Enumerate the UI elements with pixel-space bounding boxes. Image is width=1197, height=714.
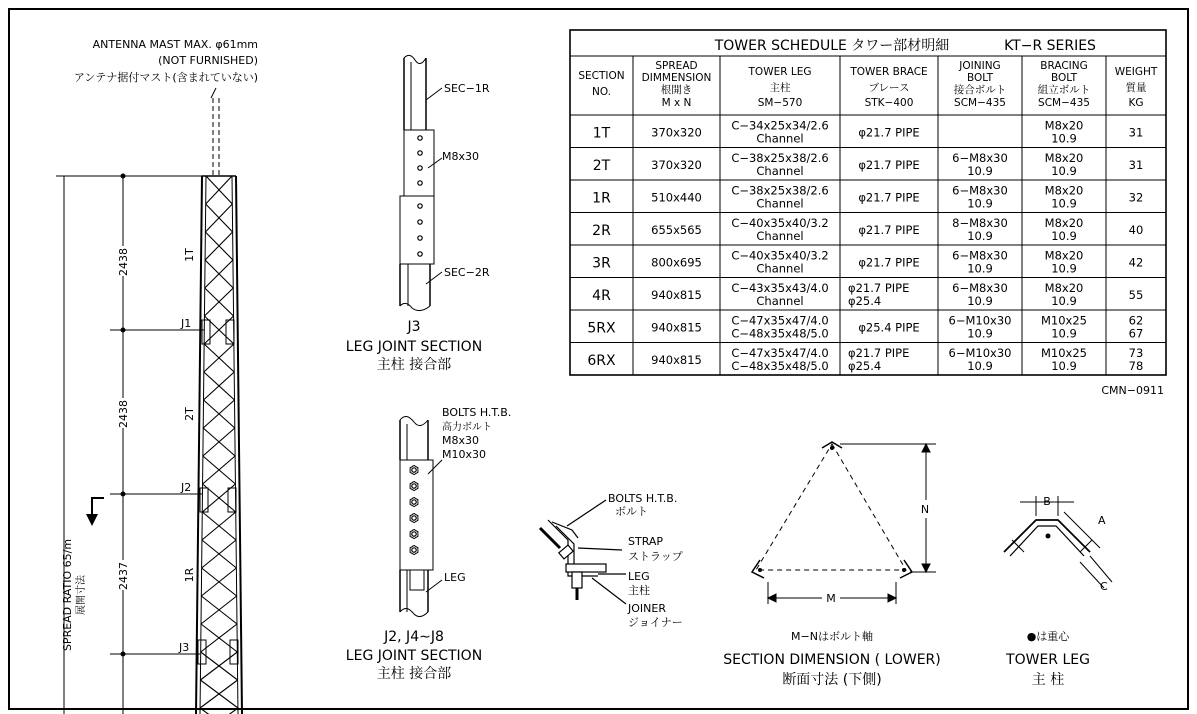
schedule-spread: 370x320	[651, 125, 702, 140]
schedule-tower-leg-2: Channel	[756, 228, 804, 243]
tower-leg-section-drawing	[1004, 496, 1112, 588]
mast-leader	[211, 88, 216, 98]
section-triangle-drawing	[752, 442, 936, 604]
dim-2438-a: 2438	[117, 248, 130, 276]
section-dim-caption-2: 断面寸法 (下側)	[782, 672, 882, 688]
schedule-joining-bolt-2: 10.9	[967, 358, 993, 373]
schedule-tower-leg-2: C−48x35x48/5.0	[731, 358, 829, 373]
drawing-number: CMN−0911	[1101, 384, 1164, 397]
joint-label-j2: J2	[181, 481, 192, 494]
schedule-brace: φ21.7 PIPE	[858, 222, 920, 237]
j2-bolt-2: M10x30	[442, 448, 486, 461]
schedule-bracing-bolt-2: 10.9	[1051, 293, 1077, 308]
triangle-bolt-top	[830, 446, 834, 450]
schedule-header-col3-line0: TOWER BRACE	[850, 66, 928, 78]
schedule-weight-1: 62	[1128, 313, 1144, 328]
schedule-section-no: 3R	[592, 255, 611, 272]
schedule-brace-2: φ25.4	[848, 358, 882, 373]
j2-bolts	[410, 466, 418, 555]
schedule-bracing-bolt-1: M8x20	[1044, 150, 1084, 165]
schedule-bracing-bolt-1: M10x25	[1041, 345, 1087, 360]
schedule-section-no: 6RX	[587, 352, 616, 369]
schedule-section-no: 1R	[592, 190, 611, 207]
schedule-series: KT−R SERIES	[1004, 38, 1096, 54]
section-dim-caption-1: SECTION DIMENSION ( LOWER)	[723, 652, 941, 668]
strap-leg-label: LEG	[628, 570, 650, 583]
strap-jp: ストラップ	[628, 550, 683, 563]
schedule-spread: 510x440	[651, 190, 702, 205]
schedule-brace: φ21.7 PIPE	[858, 190, 920, 205]
schedule-joining-bolt-1: 6−M8x30	[952, 183, 1008, 198]
schedule-brace: φ25.4 PIPE	[858, 320, 920, 335]
section-label-1r: 1R	[183, 567, 196, 583]
dim-2437: 2437	[117, 562, 130, 590]
schedule-header-col2-line0: TOWER LEG	[748, 66, 812, 78]
joint-label-j1: J1	[181, 317, 192, 330]
j2-bolts-label: BOLTS H.T.B.	[442, 406, 512, 419]
centroid-dot	[1046, 534, 1051, 539]
schedule-joining-bolt-1: 6−M8x30	[952, 150, 1008, 165]
triangle-bolt-right	[902, 568, 906, 572]
tower-elevation	[196, 176, 242, 714]
tower-leg-caption-1: TOWER LEG	[1006, 652, 1090, 668]
section-arrow-icon	[86, 498, 104, 526]
schedule-spread: 655x565	[651, 222, 702, 237]
schedule-joining-bolt-2: 10.9	[967, 261, 993, 276]
schedule-section-no: 5RX	[587, 320, 616, 337]
schedule-brace: φ21.7 PIPE	[858, 125, 920, 140]
schedule-joining-bolt-2: 10.9	[967, 326, 993, 341]
leg-dim-c: C	[1100, 580, 1108, 593]
schedule-bracing-bolt-1: M8x20	[1044, 280, 1084, 295]
j2-caption-3: 主柱 接合部	[376, 666, 452, 682]
schedule-title: TOWER SCHEDULE タワー部材明細	[714, 38, 950, 54]
schedule-tower-leg-2: C−48x35x48/5.0	[731, 326, 829, 341]
schedule-weight: 31	[1128, 125, 1144, 140]
j3-bolt-size: M8x30	[442, 150, 479, 163]
dim-n-label: N	[920, 503, 930, 516]
schedule-spread: 940x815	[651, 352, 702, 367]
j3-caption-3: 主柱 接合部	[376, 357, 452, 373]
j3-caption-1: J3	[407, 319, 421, 335]
schedule-weight-1: 73	[1128, 345, 1144, 360]
j3-caption-2: LEG JOINT SECTION	[345, 339, 483, 355]
schedule-header-col1-line3: M x N	[661, 97, 692, 109]
schedule-weight: 42	[1128, 255, 1144, 270]
schedule-joining-bolt-1: 8−M8x30	[952, 215, 1008, 230]
strap-leg-jp: 主柱	[628, 584, 650, 597]
j3-joint-drawing	[400, 55, 442, 310]
schedule-brace-2: φ25.4	[848, 293, 882, 308]
schedule-spread: 940x815	[651, 320, 702, 335]
schedule-joining-bolt-2: 10.9	[967, 228, 993, 243]
tower-leg-caption-2: 主 柱	[1031, 672, 1065, 688]
leg-dim-b: B	[1043, 495, 1051, 508]
schedule-tower-leg-2: Channel	[756, 261, 804, 276]
schedule-header-col4-line1: BOLT	[966, 72, 994, 84]
schedule-tower-leg-2: Channel	[756, 131, 804, 146]
dim-m-label: M	[826, 592, 836, 605]
schedule-spread: 940x815	[651, 287, 702, 302]
schedule-tower-leg-1: C−43x35x43/4.0	[731, 280, 829, 295]
j2-caption-2: LEG JOINT SECTION	[345, 648, 483, 664]
schedule-header-col5-line1: BOLT	[1050, 72, 1078, 84]
schedule-header-col6-line2: KG	[1128, 97, 1144, 109]
strap-joiner-jp: ジョイナー	[628, 616, 683, 629]
schedule-header-col3-line2: STK−400	[864, 97, 914, 109]
schedule-joining-bolt-2: 10.9	[967, 196, 993, 211]
schedule-tower-leg-1: C−47x35x47/4.0	[731, 313, 829, 328]
schedule-brace: φ21.7 PIPE	[858, 157, 920, 172]
schedule-header-col1-line0: SPREAD	[655, 60, 698, 72]
schedule-joining-bolt-2: 10.9	[967, 163, 993, 178]
schedule-tower-leg-1: C−34x25x34/2.6	[731, 118, 829, 133]
schedule-weight-2: 78	[1128, 358, 1144, 373]
schedule-header-col0-line0: SECTION	[578, 70, 625, 82]
schedule-bracing-bolt-1: M10x25	[1041, 313, 1087, 328]
schedule-section-no: 2T	[592, 157, 611, 174]
tower-schedule-table	[570, 30, 1166, 375]
schedule-tower-leg-1: C−40x35x40/3.2	[731, 215, 829, 230]
schedule-bracing-bolt-2: 10.9	[1051, 196, 1077, 211]
schedule-header-col5-line0: BRACING	[1040, 60, 1088, 72]
strap-detail-drawing	[540, 500, 626, 604]
schedule-header-col5-line3: SCM−435	[1038, 97, 1090, 109]
j2-joint-drawing	[400, 416, 442, 616]
schedule-bracing-bolt-2: 10.9	[1051, 261, 1077, 276]
section-dim-note: M−Nはボルト軸	[791, 630, 873, 643]
schedule-header-col5-line2: 組立ボルト	[1037, 84, 1091, 96]
schedule-joining-bolt-1: 6−M10x30	[948, 345, 1012, 360]
j2-caption-1: J2, J4∼J8	[384, 629, 444, 645]
schedule-joining-bolt-1: 6−M8x30	[952, 280, 1008, 295]
schedule-spread: 370x320	[651, 157, 702, 172]
mast-note-line2: (NOT FURNISHED)	[158, 54, 258, 67]
schedule-header-col2-line2: SM−570	[757, 97, 803, 109]
spread-ratio-jp: 展開寸法	[76, 575, 87, 615]
schedule-header-col3-line1: ブレース	[868, 82, 910, 94]
schedule-tower-leg-1: C−40x35x40/3.2	[731, 248, 829, 263]
schedule-tower-leg-1: C−38x25x38/2.6	[731, 183, 829, 198]
schedule-weight: 31	[1128, 157, 1144, 172]
mast-note-line3: アンテナ据付マスト(含まれていない)	[73, 71, 258, 84]
schedule-header-col6-line1: 質量	[1125, 82, 1147, 94]
schedule-section-no: 2R	[592, 222, 611, 239]
schedule-header-col0-line1: NO.	[591, 86, 612, 98]
j3-sec-top: SEC−1R	[444, 82, 490, 95]
strap-bolts-label: BOLTS H.T.B.	[608, 492, 678, 505]
schedule-bracing-bolt-2: 10.9	[1051, 326, 1077, 341]
spread-ratio-label: SPREAD RATIO 65/m	[61, 538, 74, 652]
schedule-header-col2-line1: 主柱	[769, 82, 791, 94]
schedule-section-no: 4R	[592, 287, 611, 304]
schedule-weight: 40	[1128, 222, 1144, 237]
schedule-bracing-bolt-1: M8x20	[1044, 118, 1084, 133]
j3-sec-bottom: SEC−2R	[444, 266, 490, 279]
strap-label: STRAP	[628, 535, 664, 548]
section-label-2t: 2T	[183, 407, 196, 421]
schedule-header-col4-line2: 接合ボルト	[953, 84, 1007, 96]
schedule-tower-leg-2: Channel	[756, 293, 804, 308]
j2-bolts-jp: 高力ボルト	[442, 422, 492, 433]
schedule-bracing-bolt-1: M8x20	[1044, 215, 1084, 230]
dim-2438-b: 2438	[117, 400, 130, 428]
schedule-tower-leg-2: Channel	[756, 196, 804, 211]
section-label-1t: 1T	[183, 248, 196, 262]
schedule-brace-1: φ21.7 PIPE	[848, 345, 910, 360]
schedule-weight: 32	[1128, 190, 1144, 205]
schedule-tower-leg-1: C−47x35x47/4.0	[731, 345, 829, 360]
schedule-bracing-bolt-1: M8x20	[1044, 248, 1084, 263]
strap-joiner-label: JOINER	[628, 602, 666, 615]
strap-bolts-jp: ボルト	[615, 505, 648, 518]
schedule-weight-2: 67	[1128, 326, 1144, 341]
schedule-bracing-bolt-2: 10.9	[1051, 163, 1077, 178]
schedule-header-col1-line2: 根開き	[660, 84, 693, 96]
schedule-joining-bolt-1: 6−M8x30	[952, 248, 1008, 263]
schedule-tower-leg-2: Channel	[756, 163, 804, 178]
schedule-header-col1-line1: DIMMENSION	[641, 72, 712, 84]
mast-note-line1: ANTENNA MAST MAX. φ61mm	[92, 38, 258, 51]
triangle-bolt-left	[758, 568, 762, 572]
schedule-header-col6-line0: WEIGHT	[1114, 66, 1158, 78]
schedule-bracing-bolt-2: 10.9	[1051, 131, 1077, 146]
tower-leg-note: ●は重心	[1026, 630, 1070, 643]
schedule-bracing-bolt-1: M8x20	[1044, 183, 1084, 198]
schedule-header-col4-line0: JOINING	[959, 60, 1001, 72]
schedule-section-no: 1T	[592, 125, 611, 142]
j2-leg-label: LEG	[444, 571, 466, 584]
schedule-spread: 800x695	[651, 255, 702, 270]
j2-bolt-1: M8x30	[442, 434, 479, 447]
schedule-joining-bolt-2: 10.9	[967, 293, 993, 308]
leg-dim-a: A	[1098, 514, 1106, 527]
schedule-weight: 55	[1128, 287, 1144, 302]
joint-label-j3: J3	[179, 641, 190, 654]
schedule-brace-1: φ21.7 PIPE	[848, 280, 910, 295]
schedule-bracing-bolt-2: 10.9	[1051, 228, 1077, 243]
schedule-bracing-bolt-2: 10.9	[1051, 358, 1077, 373]
schedule-joining-bolt-1: 6−M10x30	[948, 313, 1012, 328]
schedule-tower-leg-1: C−38x25x38/2.6	[731, 150, 829, 165]
schedule-brace: φ21.7 PIPE	[858, 255, 920, 270]
schedule-header-col4-line3: SCM−435	[954, 97, 1006, 109]
